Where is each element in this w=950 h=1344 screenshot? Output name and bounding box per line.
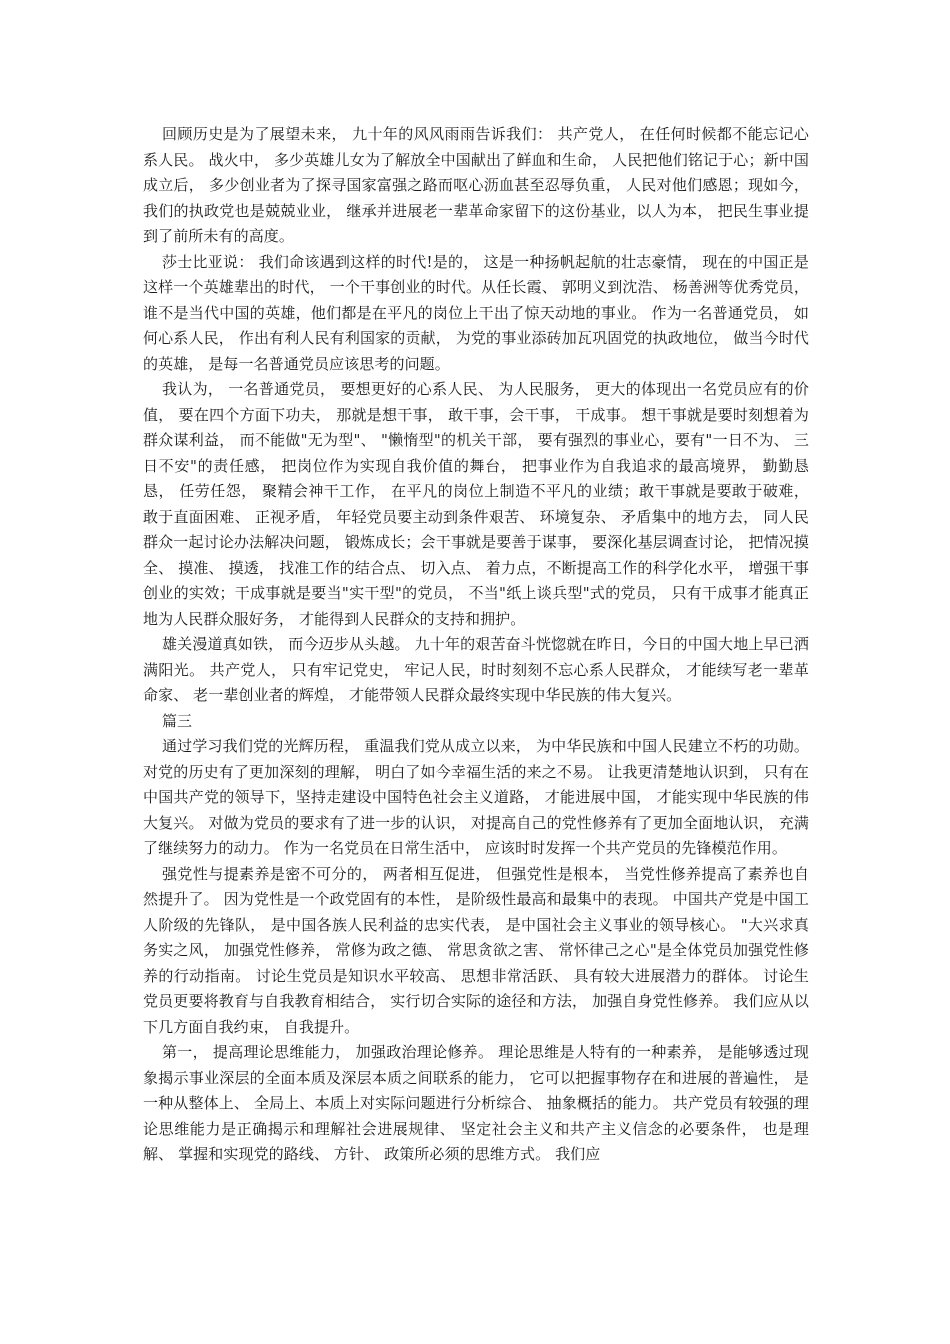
- section-title: 篇三: [162, 711, 193, 730]
- paragraph-1: 回顾历史是为了展望未来， 九十年的风风雨雨告诉我们： 共产党人， 在任何时候都不能忘记心系人民。 战火中， 多少英雄儿女为了解放全中国献出了鲜血和生命， 人民把他们铭记于心；新中国成立后， 多少创业者为了探寻国家富强之路而呕心沥血甚至忍辱负重， 人民对他们感恩；现如今，我们的执政党也是兢兢业业， 继承并进展老一辈革命家留下的这份基业，以人为本， 把民生事业提到了前所未有的高度。: [143, 125, 809, 245]
- paragraph-2: 莎士比亚说： 我们命该遇到这样的时代!是的， 这是一种扬帆起航的壮志豪情， 现在的中国正是这样一个英雄辈出的时代， 一个干事创业的时代。从任长霞、 郭明义到沈浩、 杨善洲等优秀党员， 谁不是当代中国的英雄，他们都是在平凡的岗位上干出了惊天动地的事业。 作为一名普通党员， 如何心系人民， 作出有利人民有利国家的贡献， 为党的事业添砖加瓦巩固党的执政地位， 做当今时代的英雄， 是每一名普通党员应该思考的问题。: [143, 252, 809, 373]
- paragraph-7: 第一， 提高理论思维能力， 加强政治理论修养。 理论思维是人特有的一种素养， 是能够透过现象揭示事业深层的全面本质及深层本质之间联系的能力， 它可以把握事物存在和进展的普遍性， 是一种从整体上、 全局上、本质上对实际问题进行分析综合、 抽象概括的能力。 共产党员有较强的理论思维能力是正确揭示和理解社会进展规律、 坚定社会主义和共产主义信念的必要条件， 也是理解、 掌握和实现党的路线、 方针、 政策所必须的思维方式。 我们应: [143, 1043, 809, 1163]
- paragraph-6: 强党性与提素养是密不可分的， 两者相互促进， 但强党性是根本， 当党性修养提高了素养也自然提升了。 因为党性是一个政党固有的本性， 是阶级性最高和最集中的表现。 中国共产党是中国工人阶级的先锋队， 是中国各族人民利益的忠实代表， 是中国社会主义事业的领导核心。 "大兴求真务实之风， 加强党性修养， 常修为政之德、 常思贪欲之害、 常怀律己之心"是全体党员加强党性修养的行动指南。 讨论生党员是知识水平较高、 思想非常活跃、 具有较大进展潜力的群体。 讨论生党员更要将教育与自我教育相结合， 实行切合实际的途径和方法， 加强自身党性修养。 我们应从以下几方面自我约束， 自我提升。: [143, 864, 809, 1036]
- document-body: [143, 122, 809, 1168]
- paragraph-3: 我认为， 一名普通党员， 要想更好的心系人民、 为人民服务， 更大的体现出一名党员应有的价值， 要在四个方面下功夫， 那就是想干事， 敢干事，会干事， 干成事。 想干事就是要时刻想着为群众谋利益， 而不能做"无为型"、 "懒惰型"的机关干部， 要有强烈的事业心，要有"一日不为、 三日不安"的责任感， 把岗位作为实现自我价值的舞台， 把事业作为自我追求的最高境界， 勤勤恳恳， 任劳任怨， 聚精会神干工作， 在平凡的岗位上制造不平凡的业绩；敢干事就是要敢于破难， 敢于直面困难、 正视矛盾， 年轻党员要主动到条件艰苦、 环境复杂、 矛盾集中的地方去， 同人民群众一起讨论办法解决问题， 锻炼成长；会干事就是要善于谋事， 要深化基层调查讨论， 把情况摸全、 摸准、 摸透， 找准工作的结合点、 切入点、 着力点，不断提高工作的科学化水平， 增强干事创业的实效；干成事就是要当"实干型"的党员， 不当"纸上谈兵型"式的党员， 只有干成事才能真正地为人民群众服好务， 才能得到人民群众的支持和拥护。: [143, 380, 809, 628]
- paragraph-5: 通过学习我们党的光辉历程， 重温我们党从成立以来， 为中华民族和中国人民建立不朽的功勋。 对党的历史有了更加深刻的理解， 明白了如今幸福生活的来之不易。 让我更清楚地认识到， 只有在中国共产党的领导下，坚持走建设中国特色社会主义道路， 才能进展中国， 才能实现中华民族的伟大复兴。 对做为党员的要求有了进一步的认识， 对提高自己的党性修养有了更加全面地认识， 充满了继续努力的动力。 作为一名党员在日常生活中， 应该时时发挥一个共产党员的先锋模范作用。: [143, 737, 809, 857]
- paragraph-4: 雄关漫道真如铁， 而今迈步从头越。 九十年的艰苦奋斗恍惚就在昨日，今日的中国大地上早已洒满阳光。 共产党人， 只有牢记党史， 牢记人民，时时刻刻不忘心系人民群众， 才能续写老一辈革命家、 老一辈创业者的辉煌， 才能带领人民群众最终实现中华民族的伟大复兴。: [143, 635, 809, 704]
